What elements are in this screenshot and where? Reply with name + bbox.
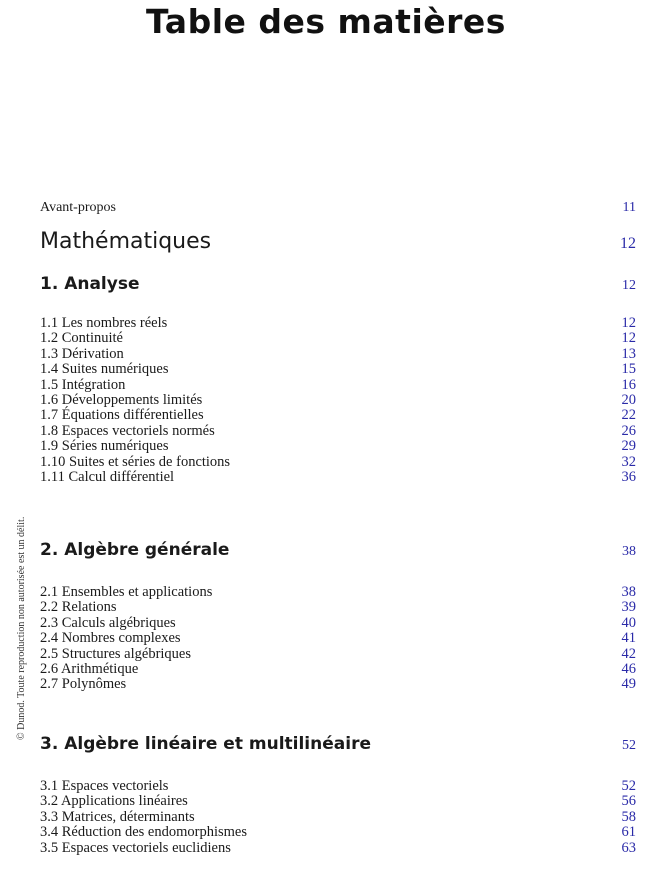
toc-section-label: 3.1 Espaces vectoriels [40,778,169,794]
toc-section-page[interactable]: 63 [621,839,636,856]
copyright-notice: © Dunod. Toute reproduction non autorisée est un délit. [16,516,27,740]
toc-section[interactable] [40,347,636,362]
toc-section-page[interactable]: 15 [621,361,636,378]
toc-section-page[interactable]: 61 [621,824,636,841]
toc-section[interactable] [40,316,636,331]
toc-section[interactable] [40,841,636,856]
toc-part-label: Mathématiques [40,229,212,254]
toc-chapter-2[interactable] [40,540,636,560]
toc-chapter-label: 2. Algèbre générale [40,540,230,560]
toc-foreword-page[interactable]: 11 [622,200,636,215]
toc-part[interactable] [40,229,636,254]
toc-section[interactable] [40,779,636,794]
toc-section-page[interactable]: 20 [621,391,636,408]
toc-chapter-3-sections [40,779,636,856]
toc-section-page[interactable]: 13 [621,345,636,362]
toc-section-page[interactable]: 29 [621,438,636,455]
toc-chapter-1[interactable] [40,274,636,294]
toc-section-page[interactable]: 32 [621,453,636,470]
toc-section-label: 3.5 Espaces vectoriels euclidiens [40,839,231,856]
toc-section[interactable] [40,439,636,454]
toc-section-label: 2.1 Ensembles et applications [40,584,213,600]
toc-section-label: 2.5 Structures algébriques [40,645,192,662]
toc-section-page[interactable]: 42 [621,645,636,662]
toc-chapter-1-sections [40,316,636,485]
toc-section-label: 3.2 Applications linéaires [40,793,188,810]
toc-section-label: 1.4 Suites numériques [40,361,169,378]
toc-section-label: 2.4 Nombres complexes [40,630,181,647]
toc-section-page[interactable]: 12 [621,315,636,331]
toc-section-page[interactable]: 12 [621,330,636,347]
toc-chapter-label: 1. Analyse [40,274,140,294]
toc-section-label: 1.9 Séries numériques [40,438,169,455]
toc-section-label: 1.1 Les nombres réels [40,315,168,331]
toc-section-label: 1.7 Équations différentielles [40,407,204,424]
toc-section-page[interactable]: 46 [621,660,636,677]
toc-section[interactable] [40,424,636,439]
toc-section-label: 2.3 Calculs algébriques [40,614,176,631]
toc-part-page[interactable]: 12 [620,235,636,252]
toc-section-page[interactable]: 22 [621,407,636,424]
toc-section[interactable] [40,631,636,646]
toc-chapter-2-sections [40,585,636,693]
toc-chapter-page[interactable]: 38 [622,544,636,559]
toc-section[interactable] [40,408,636,423]
toc-section-label: 1.5 Intégration [40,376,126,393]
toc-foreword[interactable] [40,200,636,216]
toc-section[interactable] [40,600,636,615]
toc-section-page[interactable]: 40 [621,614,636,631]
toc-section-page[interactable]: 56 [621,793,636,810]
toc-section[interactable] [40,810,636,825]
toc-chapter-3[interactable] [40,734,636,754]
toc-section[interactable] [40,585,636,600]
toc-section-label: 2.7 Polynômes [40,676,127,693]
toc-section-label: 2.2 Relations [40,599,117,616]
toc-section-page[interactable]: 39 [621,599,636,616]
toc-section-label: 3.3 Matrices, déterminants [40,808,195,825]
toc-section-page[interactable]: 41 [621,630,636,647]
toc-section-label: 1.10 Suites et séries de fonctions [40,453,231,470]
toc-section[interactable] [40,616,636,631]
toc-section[interactable] [40,331,636,346]
toc-section-label: 3.4 Réduction des endomorphismes [40,824,248,841]
toc-section-label: 1.2 Continuité [40,330,123,347]
toc-section-page[interactable]: 38 [621,584,636,600]
toc-chapter-label: 3. Algèbre linéaire et multilinéaire [40,734,371,754]
toc-section[interactable] [40,825,636,840]
toc-section[interactable] [40,794,636,809]
toc-foreword-label: Avant-propos [40,200,116,215]
toc-section[interactable] [40,378,636,393]
toc-section-page[interactable]: 58 [621,808,636,825]
toc-section[interactable] [40,647,636,662]
toc-section[interactable] [40,455,636,470]
toc-section-page[interactable]: 16 [621,376,636,393]
toc-section-label: 1.8 Espaces vectoriels normés [40,422,215,439]
toc-section[interactable] [40,662,636,677]
toc-chapter-page[interactable]: 12 [622,278,636,293]
toc-section-label: 1.11 Calcul différentiel [40,468,175,485]
toc-section-label: 1.6 Développements limités [40,391,203,408]
toc-section-page[interactable]: 36 [621,468,636,485]
toc-section-label: 2.6 Arithmétique [40,660,139,677]
toc-section[interactable] [40,470,636,485]
toc-section-label: 1.3 Dérivation [40,345,124,362]
page-title: Table des matières [146,2,506,41]
toc-section[interactable] [40,677,636,692]
toc-section-page[interactable]: 26 [621,422,636,439]
toc-section-page[interactable]: 49 [621,676,636,693]
toc-chapter-page[interactable]: 52 [622,738,636,753]
toc-section[interactable] [40,362,636,377]
toc-section-page[interactable]: 52 [621,778,636,794]
